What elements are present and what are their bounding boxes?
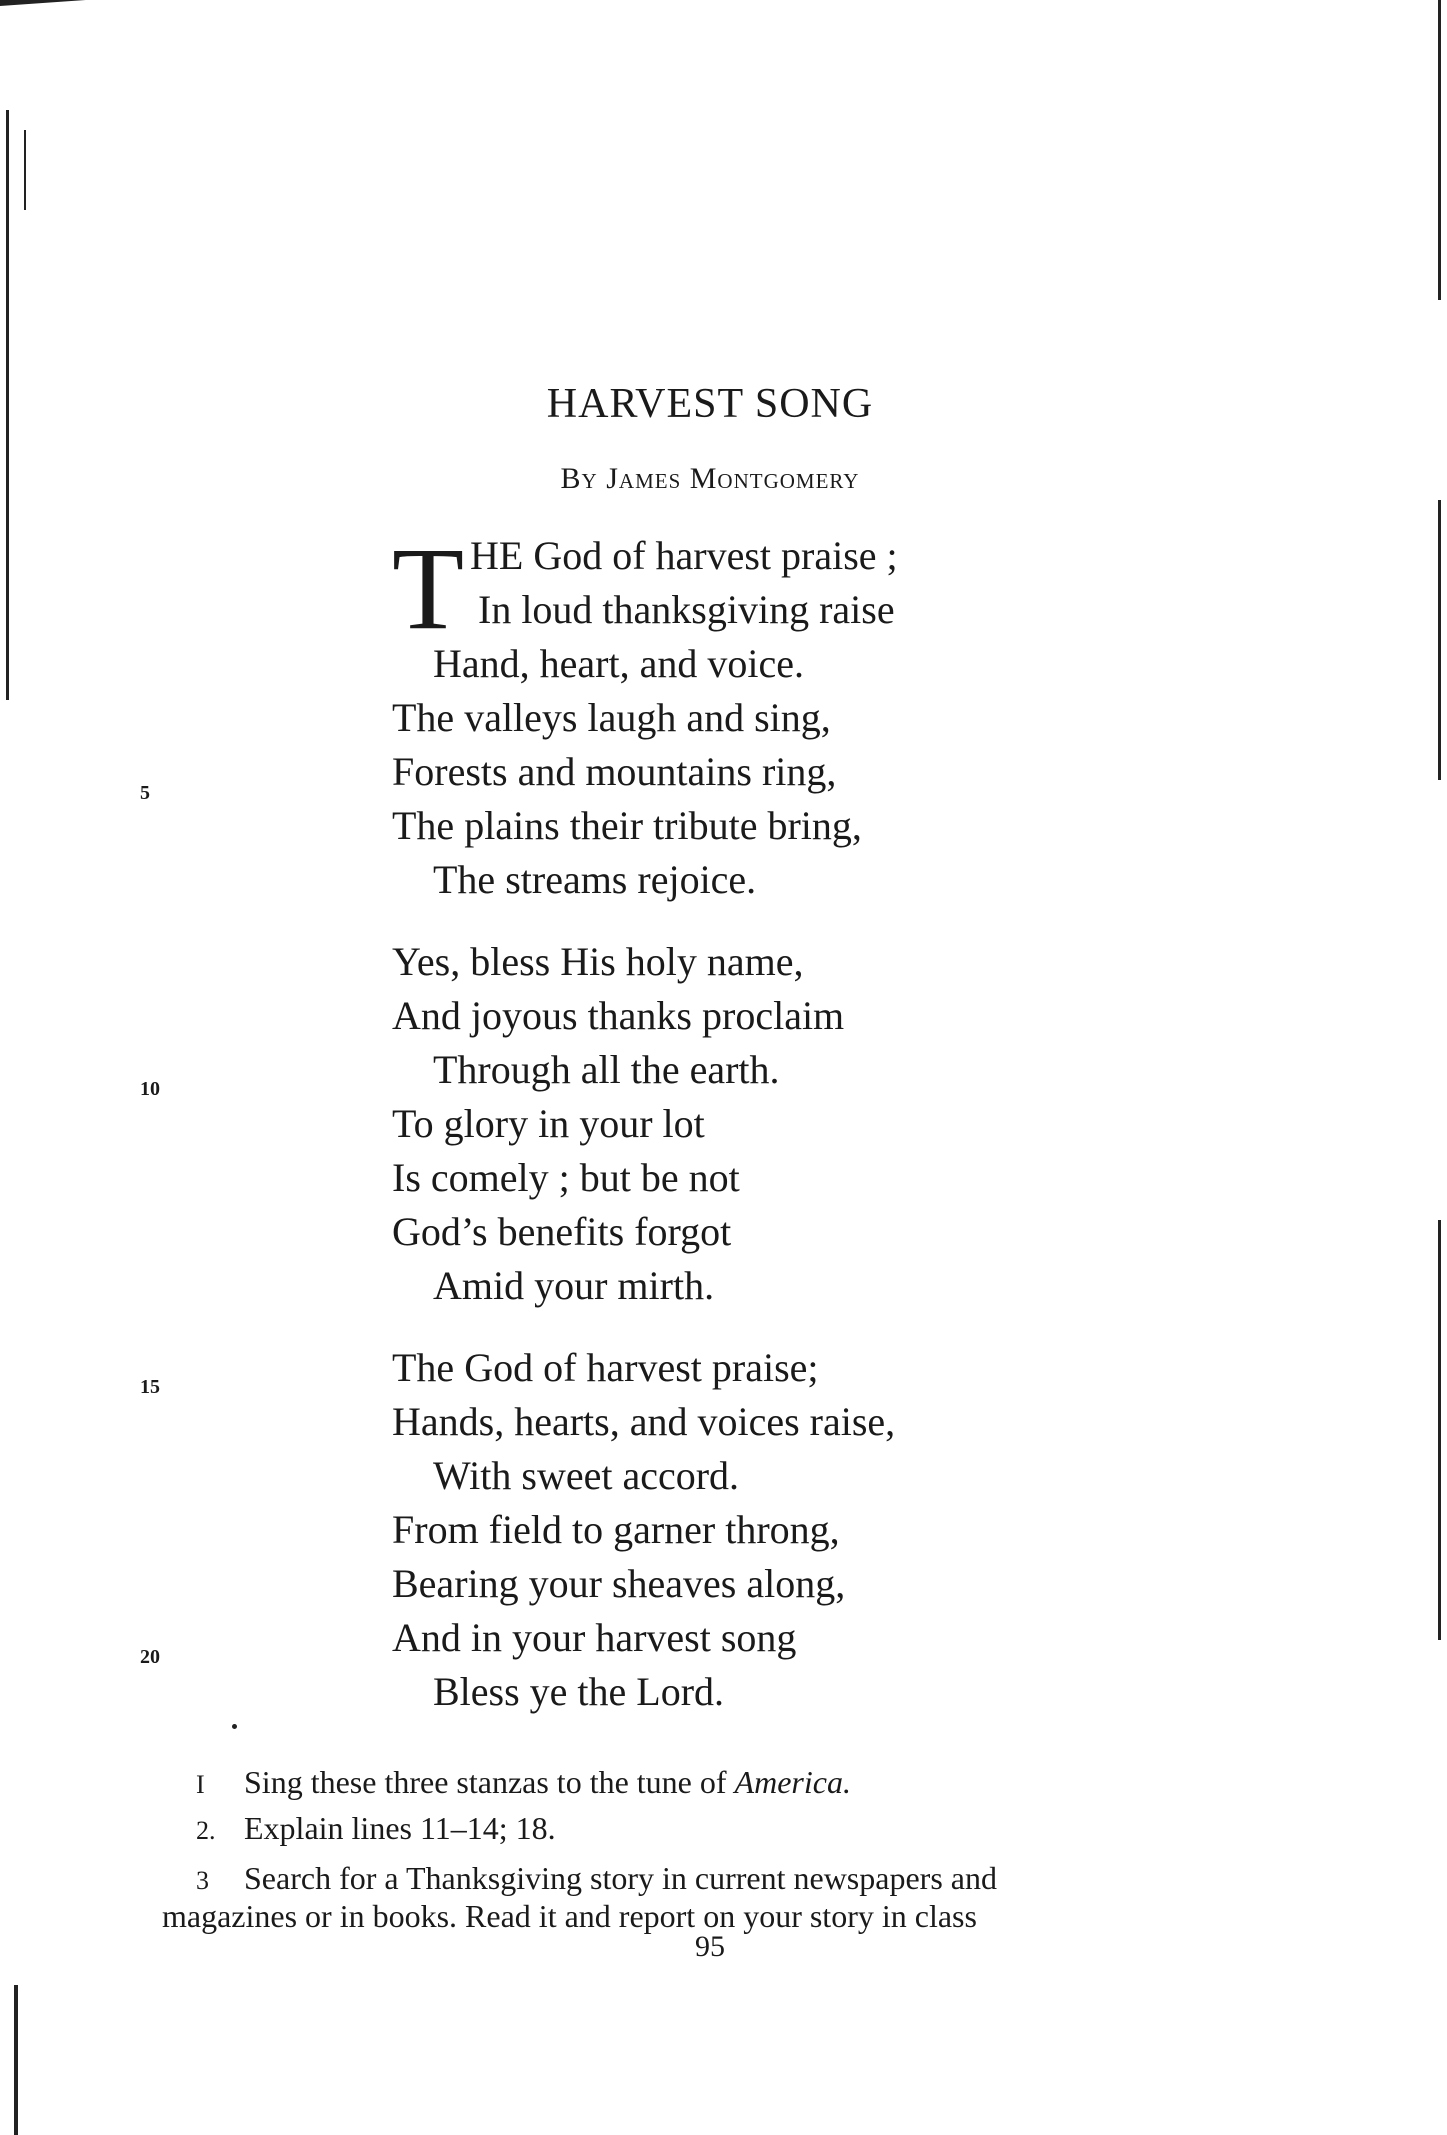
poem-title: HARVEST SONG — [546, 381, 874, 427]
question-3-continuation: magazines or in books. Read it and report on your story in class — [162, 1898, 977, 1934]
scan-edge-right-mid — [1438, 500, 1441, 780]
scan-edge-right-low — [1438, 1220, 1441, 1640]
poem-line-4: The valleys laugh and sing, — [392, 695, 831, 740]
poem-line-8: Yes, bless His holy name, — [392, 939, 804, 984]
poem-line-3: Hand, heart, and voice. — [433, 641, 804, 686]
poem-line-1: HE God of harvest praise ; — [470, 533, 898, 578]
question-1 — [196, 1762, 851, 1805]
scan-edge-bottom-left — [14, 1985, 18, 2135]
line-number-10: 10 — [140, 1078, 160, 1100]
question-3-text: Search for a Thanksgiving story in current newspapers and — [244, 1860, 997, 1896]
line-number-15: 15 — [140, 1376, 160, 1398]
poem-line-12: Is comely ; but be not — [392, 1155, 740, 1200]
author-name: James Montgomery — [606, 462, 860, 495]
poem-line-14: Amid your mirth. — [433, 1263, 715, 1308]
page-number: 95 — [695, 1930, 725, 1963]
question-1-number: I — [196, 1770, 205, 1799]
poem-line-5: Forests and mountains ring, — [392, 749, 837, 794]
scan-edge-top-left — [0, 0, 200, 6]
question-2-number: 2. — [196, 1816, 216, 1845]
scan-edge-left-inner — [24, 130, 26, 210]
poem-line-2: In loud thanksgiving raise — [478, 587, 895, 632]
poem-line-11: To glory in your lot — [392, 1101, 705, 1146]
poem-line-16: Hands, hearts, and voices raise, — [392, 1399, 896, 1444]
scan-speck — [232, 1724, 237, 1729]
question-2-text: Explain lines 11–14; 18. — [244, 1810, 556, 1846]
drop-cap: T — [392, 523, 465, 654]
poem-line-7: The streams rejoice. — [433, 857, 757, 902]
scan-edge-right — [1438, 0, 1441, 300]
author-by: By — [560, 462, 598, 495]
poem-line-6: The plains their tribute bring, — [392, 803, 862, 848]
question-1-italic: America. — [734, 1764, 851, 1800]
poem-line-19: Bearing your sheaves along, — [392, 1561, 846, 1606]
question-1-text: Sing these three stanzas to the tune of — [244, 1764, 735, 1800]
poem-line-10: Through all the earth. — [433, 1047, 780, 1092]
line-number-5: 5 — [140, 782, 150, 804]
question-3-number: 3 — [196, 1866, 209, 1895]
poem-line-13: God’s benefits forgot — [392, 1209, 732, 1254]
poem-line-9: And joyous thanks proclaim — [392, 993, 845, 1038]
poem-line-15: The God of harvest praise; — [392, 1345, 819, 1390]
poem-line-18: From field to garner throng, — [392, 1507, 840, 1552]
poem-line-20: And in your harvest song — [392, 1615, 797, 1660]
poem-line-17: With sweet accord. — [433, 1453, 740, 1498]
poem-line-21: Bless ye the Lord. — [433, 1669, 725, 1714]
question-3 — [196, 1858, 997, 1901]
line-number-20: 20 — [140, 1646, 160, 1668]
question-2 — [196, 1808, 556, 1851]
poem-author — [0, 462, 1420, 496]
